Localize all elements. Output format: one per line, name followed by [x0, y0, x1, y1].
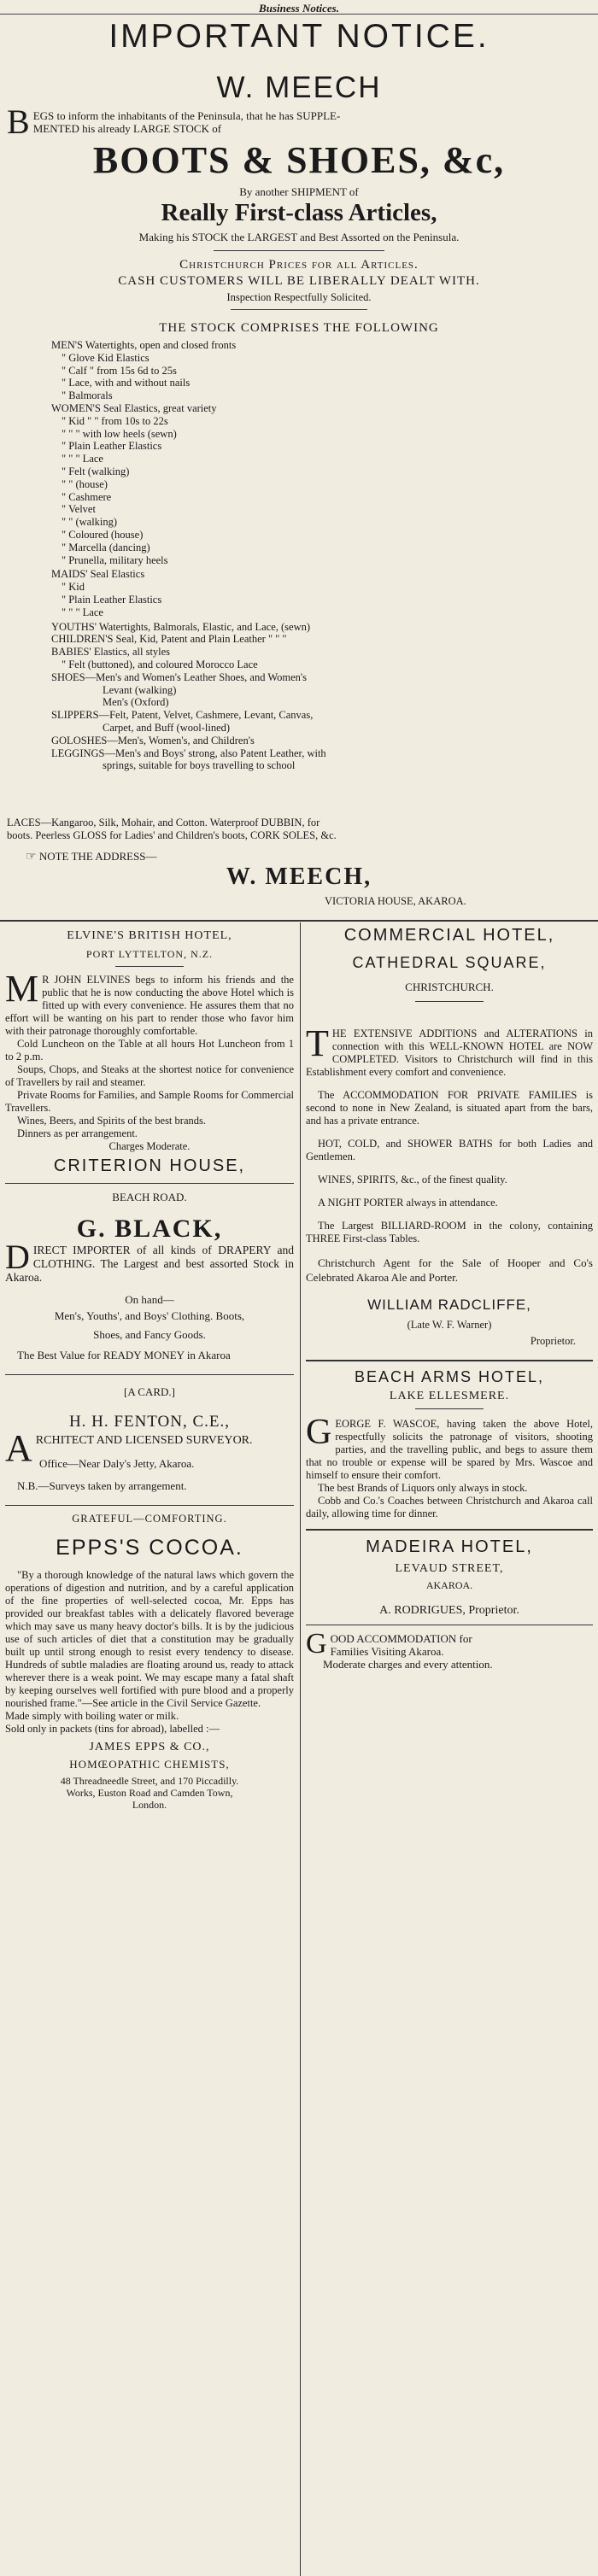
commercial-advert: [306, 926, 593, 1348]
stock-line: " Felt (buttoned), and coloured Morocco Lace: [62, 659, 258, 670]
stock-line: SLIPPERS—Felt, Patent, Velvet, Cashmere, Levant, Canvas,: [51, 709, 314, 722]
elvine-title: ELVINE'S BRITISH HOTEL,: [67, 929, 232, 942]
left-column: [5, 924, 294, 1811]
laces-line-1: LACES—Kangaroo, Silk, Mohair, and Cotton. Waterproof DUBBIN, for: [7, 817, 320, 828]
stock-line: Levant (walking): [103, 683, 177, 696]
madeira-line-2: Families Visiting Akaroa.: [330, 1645, 444, 1658]
stock-line: springs, suitable for boys travelling to school: [103, 759, 296, 772]
commercial-para: A NIGHT PORTER always in attendance.: [318, 1197, 498, 1209]
divider: [115, 966, 184, 967]
criterion-name: G. BLACK,: [76, 1215, 223, 1243]
beach-arms-body: [306, 1413, 593, 1520]
meech-intro-line-2: MENTED his already LARGE STOCK of: [32, 122, 222, 135]
elvine-para: Cold Luncheon on the Table at all hours Hot Luncheon from 1 to 2 p.m.: [5, 1038, 294, 1063]
fenton-nb: N.B.—Surveys taken by arrangement.: [17, 1479, 187, 1492]
elvine-body: [5, 968, 294, 1153]
epps-address-2: Works, Euston Road and Camden Town,: [66, 1787, 233, 1799]
elvine-para: Charges Moderate.: [108, 1140, 191, 1152]
madeira-street: LEVAUD STREET,: [395, 1562, 504, 1575]
divider: [5, 1505, 294, 1506]
column-rule: [300, 922, 301, 2576]
stock-line: " Plain Leather Elastics: [62, 594, 162, 606]
fenton-card: [A CARD.]: [124, 1385, 175, 1398]
madeira-line-1: OOD ACCOMMODATION for: [330, 1632, 472, 1645]
meech-address-location: VICTORIA HOUSE, AKAROA.: [325, 895, 466, 907]
divider: [5, 1183, 294, 1184]
beach-arms-para: EORGE F. WASCOE, having taken the above Hotel, respectfully solicits the patronage of visitors, shooting parties, and the travelling public, and begs to assure them that no trouble or expense will be spared by Mrs. Wascoe and himself to ensure their comfort.: [306, 1418, 593, 1481]
meech-intro-line-1: EGS to inform the inhabitants of the Peninsula, that he has SUPPLE-: [32, 109, 341, 122]
criterion-value: The Best Value for READY MONEY in Akaroa: [17, 1349, 231, 1361]
stock-line: " Plain Leather Elastics: [62, 440, 162, 453]
stock-line: Carpet, and Buff (wool-lined): [103, 722, 231, 734]
stock-line: " " (house): [62, 477, 108, 490]
stock-line: Men's (Oxford): [103, 696, 169, 709]
madeira-drop-cap: G: [306, 1628, 327, 1660]
criterion-items: Men's, Youths', and Boys' Clothing. Boots, Shoes, and Fancy Goods.: [54, 1309, 245, 1341]
elvine-para: Wines, Beers, and Spirits of the best brands.: [17, 1115, 206, 1127]
stock-line: CHILDREN'S Seal, Kid, Patent and Plain Leather " " ": [51, 633, 287, 646]
meech-headline: IMPORTANT NOTICE.: [108, 18, 490, 55]
meech-name: W. MEECH: [216, 71, 382, 104]
fenton-advert: [5, 1385, 294, 1493]
epps-advert: [5, 1513, 294, 1811]
stock-line: " Kid: [62, 581, 85, 594]
right-column: [306, 924, 593, 1671]
madeira-body: [306, 1628, 593, 1671]
divider: [5, 1374, 294, 1375]
meech-drop-cap: B: [7, 102, 30, 141]
beach-arms-title: BEACH ARMS HOTEL,: [354, 1368, 545, 1385]
meech-making: Making his STOCK the LARGEST and Best Assorted on the Peninsula.: [138, 231, 460, 243]
commercial-body: [306, 1022, 593, 1285]
epps-made: Made simply with boiling water or milk.: [5, 1710, 179, 1722]
madeira-line-3: Moderate charges and every attention.: [323, 1658, 493, 1671]
meech-laces: [7, 817, 591, 842]
section-rule: [0, 920, 598, 922]
meech-note: [26, 850, 598, 864]
commercial-para: The ACCOMMODATION FOR PRIVATE FAMILIES is second to none in New Zealand, is situated apart from the bars, and has a private entrance.: [306, 1089, 593, 1127]
stock-line: " Balmorals: [62, 389, 113, 402]
elvine-para: Private Rooms for Families, and Sample Rooms for Commercial Travellers.: [5, 1089, 294, 1114]
section-header: Business Notices.: [0, 0, 598, 15]
fenton-title-text: RCHITECT AND LICENSED SURVEYOR.: [35, 1434, 253, 1447]
stock-line: " Marcella (dancing): [62, 541, 150, 553]
stock-line: BABIES' Elastics, all styles: [51, 646, 171, 659]
commercial-title: COMMERCIAL HOTEL,: [343, 926, 555, 945]
stock-line: " Prunella, military heels: [62, 553, 168, 566]
epps-address-1: 48 Threadneedle Street, and 170 Piccadilly.: [60, 1775, 239, 1787]
stock-line: " Velvet: [62, 503, 96, 516]
stock-line: " Glove Kid Elastics: [62, 351, 150, 364]
commercial-drop-cap: T: [306, 1022, 329, 1064]
stock-line: " " " with low heels (sewn): [62, 427, 177, 440]
stock-line: LEGGINGS—Men's and Boys' strong, also Patent Leather, with: [51, 746, 326, 759]
criterion-subtitle: BEACH ROAD.: [112, 1191, 187, 1203]
elvine-para: Dinners as per arrangement.: [17, 1127, 138, 1139]
laces-line-2: boots. Peerless GLOSS for Ladies' and Children's boots, CORK SOLES, &c.: [7, 829, 337, 841]
beach-arms-advert: [306, 1368, 593, 1520]
divider: [306, 1529, 593, 1531]
beach-arms-para: Cobb and Co.'s Coaches between Christchurch and Akaroa call daily, allowing time for dinner.: [306, 1495, 593, 1519]
elvine-subtitle: PORT LYTTELTON, N.Z.: [85, 948, 214, 960]
stock-line: MEN'S Watertights, open and closed fronts: [51, 339, 237, 351]
stock-line: " Coloured (house): [62, 529, 144, 541]
stock-line: " " (walking): [62, 516, 118, 529]
meech-prices: Christchurch Prices for all Articles.: [179, 258, 419, 272]
pointing-hand-icon: ☞: [26, 851, 37, 864]
epps-sold: Sold only in packets (tins for abroad), labelled :—: [5, 1723, 220, 1735]
commercial-city: CHRISTCHURCH.: [405, 981, 494, 993]
stock-line: " Kid " " from 10s to 22s: [62, 414, 168, 427]
commercial-para: The Largest BILLIARD-ROOM in the colony, containing THREE First-class Tables.: [306, 1220, 593, 1244]
stock-line: WOMEN'S Seal Elastics, great variety: [51, 402, 217, 414]
commercial-proprietor: WILLIAM RADCLIFFE,: [367, 1297, 531, 1313]
criterion-on-hand: On hand—: [125, 1293, 174, 1306]
meech-inspection: Inspection Respectfully Solicited.: [226, 291, 372, 303]
fenton-name: H. H. FENTON, C.E.,: [68, 1413, 231, 1431]
divider: [231, 309, 367, 310]
note-address: NOTE THE ADDRESS—: [38, 850, 157, 863]
epps-quote: "By a thorough knowledge of the natural laws which govern the operations of digestion and nutrition, and by a careful application of the fine properties of well-selected cocoa, Mr. Epps has provided our breakfast tables with a delicately flavored beverage which may save us many heavy doctor's bills. It is by the judicious use of such articles of diet that a constitution may be gradually built up until strong enough to resist every tendency to disease. Hundreds of subtle maladies are floating around us, ready to attack wherever there is a weak point. We may escape many a fatal shaft by keeping ourselves well fortified with pure blood and a properly nourished frame."—See article in the Civil Service Gazette.: [5, 1569, 294, 1709]
stock-line: " " " Lace: [62, 606, 103, 618]
stock-line: " " " Lace: [62, 453, 103, 465]
elvine-drop-cap: M: [5, 968, 39, 1010]
meech-stock-heading: THE STOCK COMPRISES THE FOLLOWING: [159, 321, 439, 335]
beach-arms-subtitle: LAKE ELLESMERE.: [389, 1390, 510, 1402]
criterion-advert: [5, 1156, 294, 1362]
stock-line: " Calf " from 15s 6d to 25s: [62, 364, 177, 377]
divider: [415, 1001, 484, 1002]
criterion-drop-cap: D: [5, 1238, 30, 1276]
divider: [306, 1360, 593, 1361]
divider: [214, 250, 384, 251]
commercial-prop-label: Proprietor.: [530, 1335, 576, 1347]
madeira-town: AKAROA.: [425, 1579, 473, 1591]
fenton-drop-cap: A: [5, 1427, 32, 1469]
criterion-intro-text: IRECT IMPORTER of all kinds of DRAPERY and CLOTHING. The Largest and best assorted Stock in Akaroa.: [5, 1244, 294, 1284]
commercial-para: HE EXTENSIVE ADDITIONS and ALTERATIONS in connection with this WELL-KNOWN HOTEL are NOW COMPLETED. Visitors to Christchurch will find in this Establishment every comfort and convenience.: [306, 1027, 593, 1078]
stock-line: GOLOSHES—Men's, Women's, and Children's: [51, 734, 255, 746]
meech-cash: CASH CUSTOMERS WILL BE LIBERALLY DEALT WITH.: [118, 274, 480, 288]
madeira-title: MADEIRA HOTEL,: [366, 1537, 533, 1556]
commercial-late: (Late W. F. Warner): [407, 1319, 492, 1331]
stock-line: " Cashmere: [62, 490, 112, 503]
beach-arms-para: The best Brands of Liquors only always in stock.: [318, 1482, 528, 1494]
meech-product: BOOTS & SHOES, &c,: [92, 139, 506, 181]
elvine-para: R JOHN ELVINES begs to inform his friends and the public that he is now conducting the above Hotel which is fitted up with every convenience. He assures them that no effort will be wanting on his part to render those who favor him with their patronage thoroughly comfortable.: [5, 974, 294, 1037]
divider: [415, 1408, 484, 1409]
criterion-title: CRITERION HOUSE,: [53, 1156, 246, 1175]
epps-title: EPPS'S COCOA.: [56, 1536, 243, 1560]
fenton-office: Office—Near Daly's Jetty, Akaroa.: [39, 1457, 195, 1470]
commercial-square: CATHEDRAL SQUARE,: [352, 954, 547, 971]
elvine-advert: [5, 929, 294, 1153]
elvine-para: Soups, Chops, and Steaks at the shortest notice for convenience of Travellers by rail and steamer.: [5, 1063, 294, 1088]
meech-quality: Really First-class Articles,: [161, 199, 437, 226]
commercial-para: WINES, SPIRITS, &c., of the finest quality.: [318, 1174, 507, 1186]
epps-maker: JAMES EPPS & CO.,: [89, 1741, 210, 1753]
epps-maker-sub: HOMŒOPATHIC CHEMISTS,: [69, 1758, 230, 1771]
stock-line: MAIDS' Seal Elastics: [51, 568, 145, 581]
epps-tagline: GRATEFUL—COMFORTING.: [72, 1513, 227, 1525]
epps-address-3: London.: [132, 1799, 167, 1811]
madeira-advert: [306, 1537, 593, 1671]
criterion-intro: [5, 1238, 294, 1285]
stock-line: " Lace, with and without nails: [62, 377, 191, 389]
meech-address-name: W. MEECH,: [226, 864, 372, 890]
meech-intro: [7, 102, 591, 141]
meech-shipment: By another SHIPMENT of: [239, 185, 359, 198]
commercial-para: Christchurch Agent for the Sale of Hooper and Co's Celebrated Akaroa Ale and Porter.: [306, 1256, 593, 1284]
beach-arms-drop-cap: G: [306, 1413, 332, 1452]
commercial-para: HOT, COLD, and SHOWER BATHS for both Ladies and Gentlemen.: [306, 1138, 593, 1162]
stock-line: " Felt (walking): [62, 465, 130, 477]
stock-line: YOUTHS' Watertights, Balmorals, Elastic, and Lace, (sewn): [51, 620, 311, 633]
madeira-proprietor: A. RODRIGUES, Proprietor.: [379, 1604, 519, 1617]
stock-line: SHOES—Men's and Women's Leather Shoes, and Women's: [51, 670, 308, 683]
